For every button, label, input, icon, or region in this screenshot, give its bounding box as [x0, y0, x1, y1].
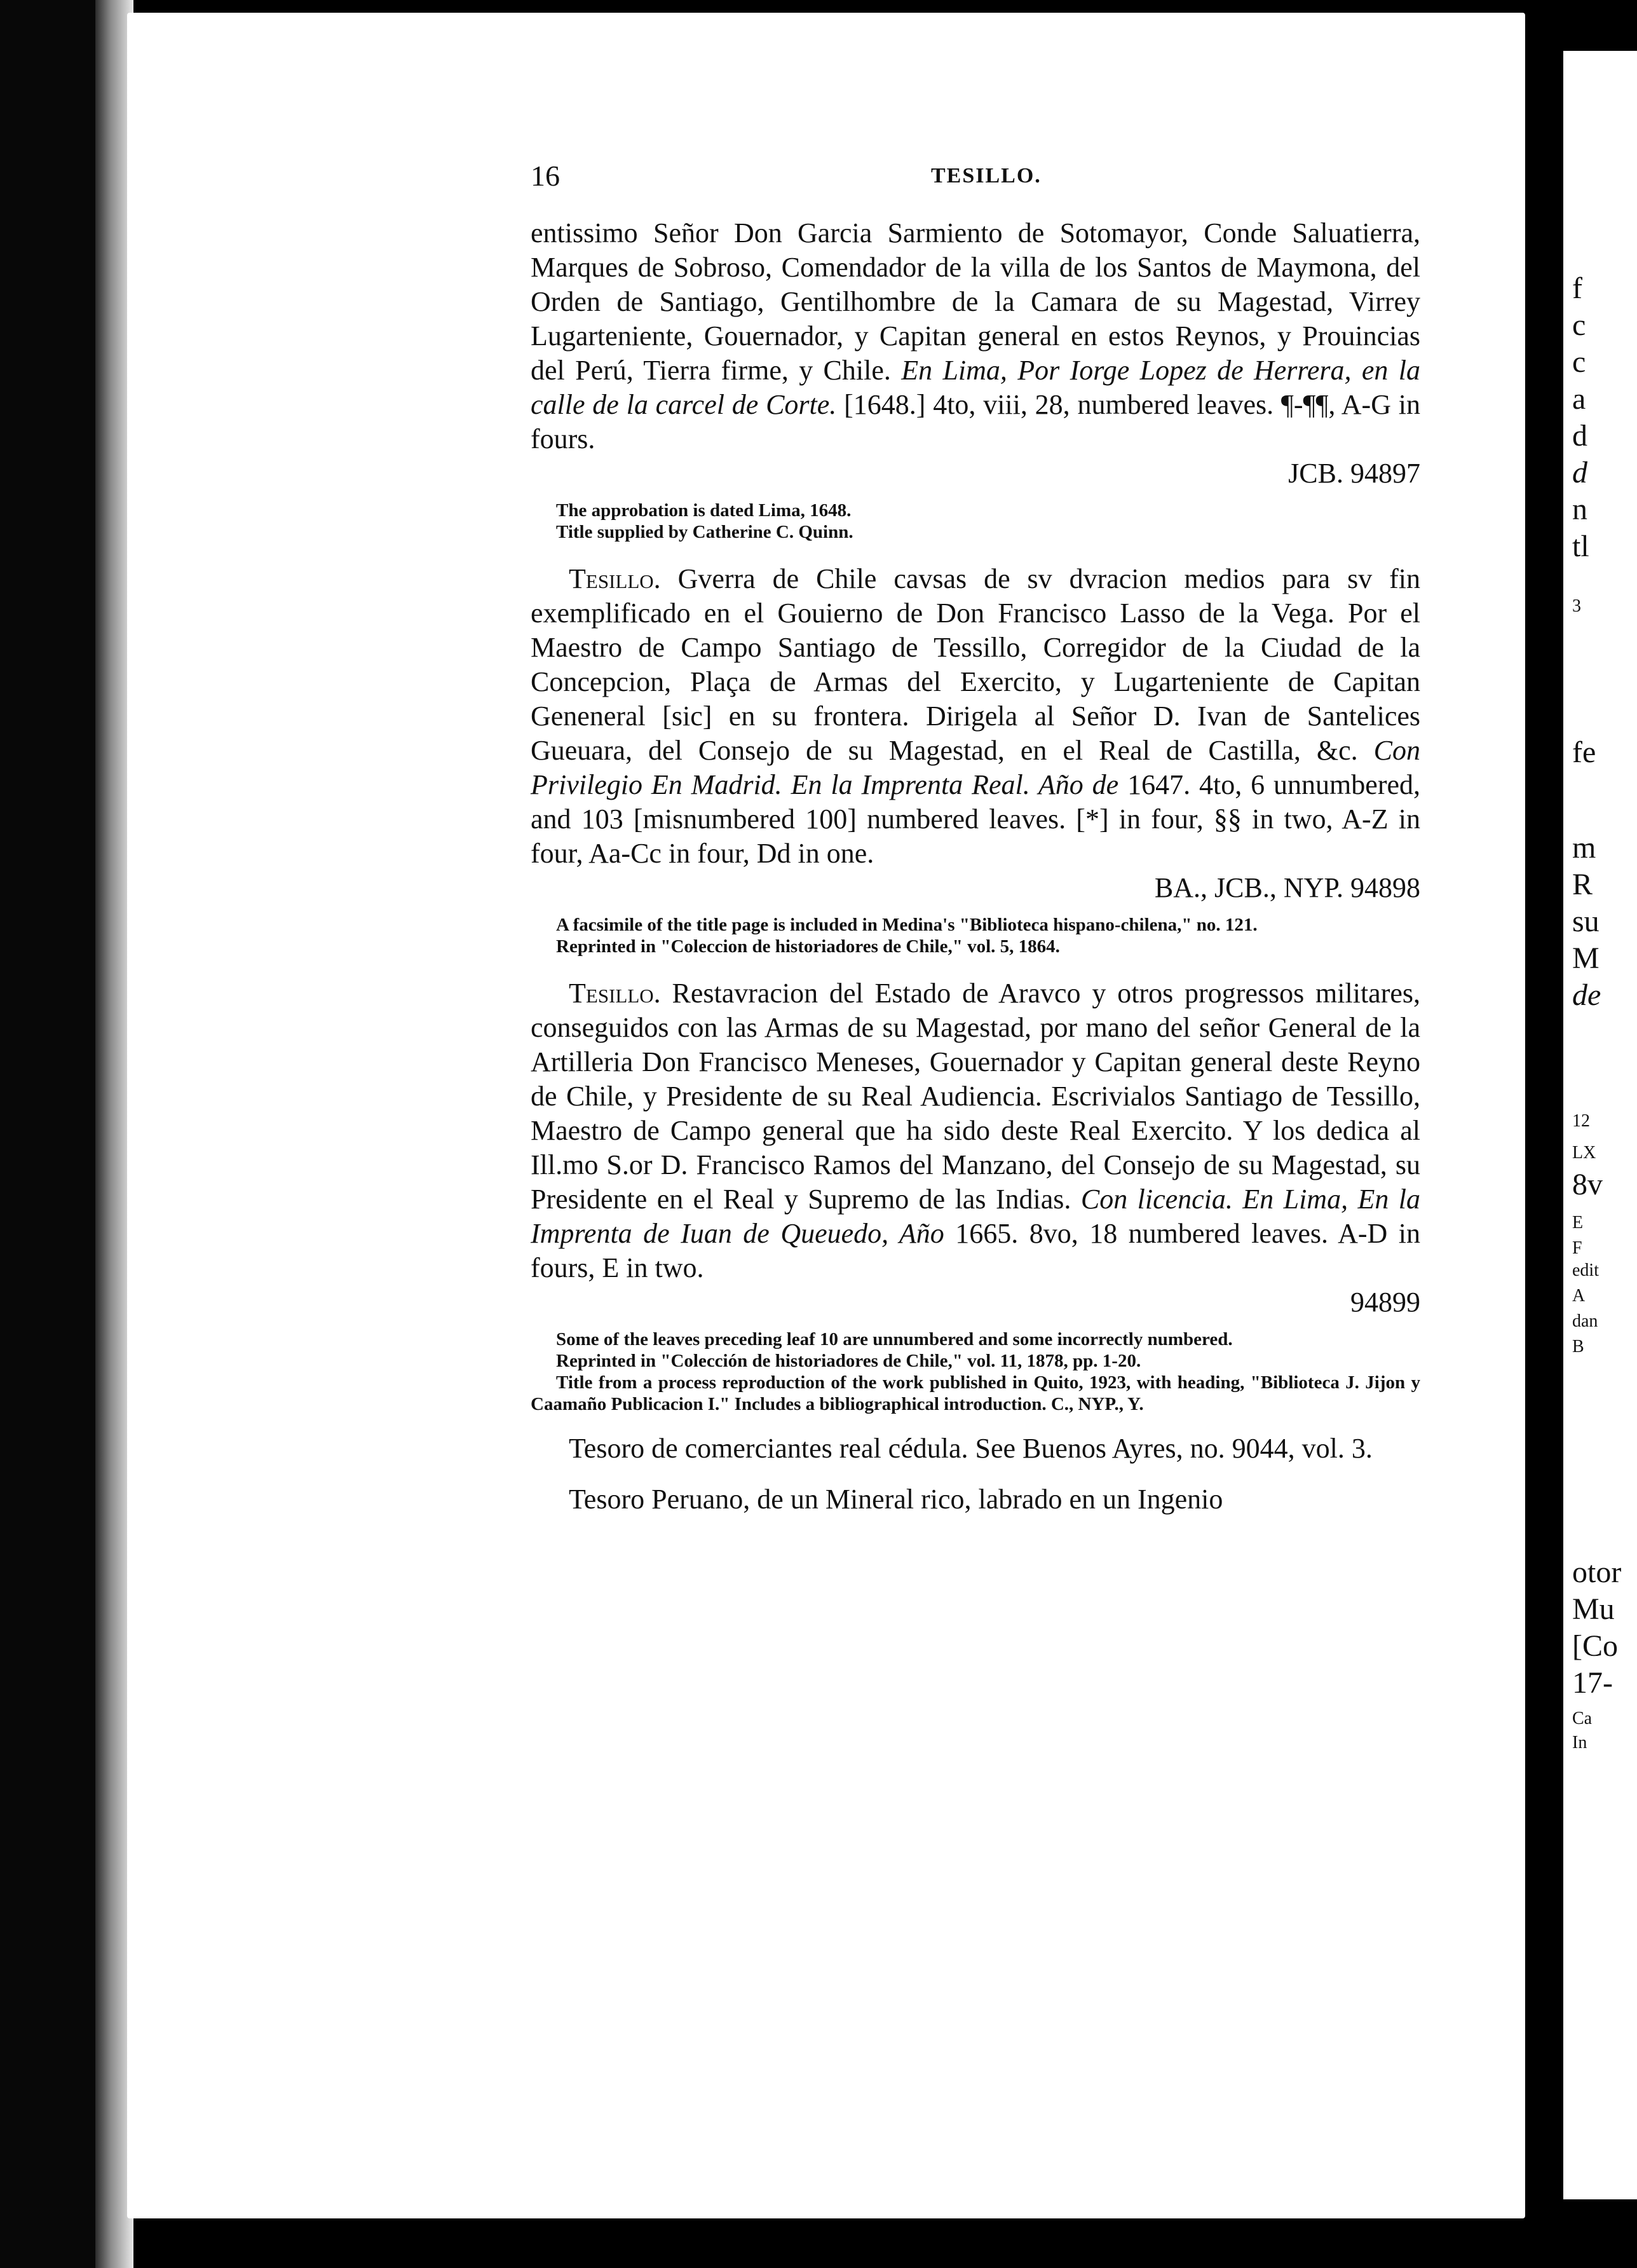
facing-page-text: A: [1572, 1286, 1586, 1306]
facing-page-text: c: [1572, 345, 1586, 379]
cross-reference-see: See: [975, 1433, 1016, 1464]
entry-note: A facsimile of the title page is included in Medina's "Biblioteca hispano-chilena," no. 121.: [556, 915, 1258, 935]
entry-number: 94897: [1350, 458, 1420, 489]
facing-page-text: f: [1572, 271, 1582, 305]
cross-reference-text: Tesoro de comerciantes real cédula.: [569, 1433, 968, 1464]
facing-page-text: 3: [1572, 596, 1581, 616]
entry-94897: [531, 216, 1420, 543]
facing-page-text: de: [1572, 978, 1601, 1012]
facing-page-text: E: [1572, 1213, 1584, 1233]
entry-sources: JCB.: [1288, 458, 1343, 489]
facing-page-text: Ca: [1572, 1709, 1593, 1728]
page-gutter: [1525, 0, 1563, 2268]
entry-title-continuation: entissimo Señor Don Garcia Sarmiento de Sotomayor, Conde Saluatierra, Marques de Sobroso, Comendador de la villa de los Santos de Maymona, del Orden de Santiago, Gentilhombre de la Camara de su Magestad, Virrey Lugarteniente, Gouernador, y Capitan general en estos Reynos, y Prouincias del Perú, Tierra firme, y Chile.: [531, 217, 1420, 386]
running-head: [531, 159, 1420, 210]
facing-page-text: tl: [1572, 529, 1589, 563]
entry-note: Title supplied by Catherine C. Quinn.: [556, 522, 853, 542]
facing-page-text: Mu: [1572, 1592, 1615, 1626]
entry-heading: Tesillo.: [569, 978, 661, 1009]
facing-page-text: F: [1572, 1238, 1582, 1258]
entry-note: The approbation is dated Lima, 1648.: [556, 500, 852, 521]
facing-page-text: fe: [1572, 735, 1596, 769]
entry-title: Gverra de Chile cavsas de sv dvracion medios para sv fin exemplificado en el Gouierno de Don Francisco Lasso de la Vega. Por el Maestro de Campo Santiago de Tessillo, Corregidor de la Ciudad de la Concepcion, Plaça de Armas del Exercito, y Lugarteniente de Capitan Geneneral [sic] en su frontera. Dirigela al Señor D. Ivan de Santelices Gueuara, del Consejo de su Magestad, en el Real de Castilla, &c.: [531, 563, 1420, 766]
book-page: [127, 13, 1525, 2218]
facing-page-text: [Co: [1572, 1629, 1618, 1663]
entry-note: Some of the leaves preceding leaf 10 are unnumbered and some incorrectly numbered.: [556, 1329, 1233, 1349]
entry-source-line: [531, 871, 1420, 905]
facing-page-text: edit: [1572, 1260, 1599, 1280]
facing-page-text: 17-: [1572, 1666, 1613, 1700]
entry-imprint: En Lima, Por Iorge Lopez de Herrera, en la calle de la carcel de Corte.: [531, 355, 1421, 420]
entry-notes: [531, 1329, 1420, 1415]
running-head-title: TESILLO.: [931, 164, 1042, 188]
entry-note: Reprinted in "Coleccion de historiadores de Chile," vol. 5, 1864.: [556, 936, 1060, 957]
entry-number: 94899: [1350, 1287, 1420, 1318]
entry-94899: [531, 976, 1420, 1415]
page-number: 16: [531, 160, 560, 192]
facing-page-text: n: [1572, 493, 1587, 526]
facing-page-text: B: [1572, 1337, 1584, 1356]
facing-page-text: otor: [1572, 1555, 1622, 1589]
entry-text: [531, 216, 1420, 456]
entry-collation: 1647. 4to, 6 unnumbered, and 103 [misnumbered 100] numbered leaves. [*] in four, §§ in two, A-Z in four, Aa-Cc in four, Dd in one.: [531, 769, 1420, 869]
facing-page-text: 8v: [1572, 1168, 1603, 1201]
facing-page-text: a: [1572, 382, 1586, 416]
entry-note: Title from a process reproduction of the work published in Quito, 1923, with heading, "Biblioteca J. Jijon y Caamaño Publicacion I." Includes a bibliographical introduction. C., NYP., Y.: [531, 1372, 1420, 1414]
entry-imprint: Con licencia. En Lima, En la Imprenta de Iuan de Queuedo, Año: [531, 1184, 1421, 1249]
entry-collation: [1648.] 4to, viii, 28, numbered leaves. ¶-¶¶, A-G in fours.: [531, 389, 1420, 454]
facing-page-text: dan: [1572, 1311, 1598, 1331]
entry-collation: 1665. 8vo, 18 numbered leaves. A-D in fours, E in two.: [531, 1218, 1420, 1283]
cross-reference-entry: [531, 1431, 1420, 1466]
facing-page-text: d: [1572, 456, 1587, 489]
page-content: [531, 159, 1420, 1517]
facing-page-text: c: [1572, 308, 1586, 342]
scan-left-margin: [0, 0, 95, 2268]
entry-title: Restavracion del Estado de Aravco y otros progressos militares, conseguidos con las Armas de su Magestad, por mano del señor General de la Artilleria Don Francisco Meneses, Gouernador y Capitan general deste Reyno de Chile, y Presidente de su Real Audiencia. Escrivialos Santiago de Tessillo, Maestro de Campo general que ha sido deste Real Exercito. Y los dedica al Ill.mo S.or D. Francisco Ramos del Manzano, del Consejo de su Magestad, su Presidente en el Real y Supremo de las Indias.: [531, 978, 1420, 1215]
entry-sources: BA., JCB., NYP.: [1154, 872, 1343, 903]
entry-notes: [531, 914, 1420, 957]
entry-note: Reprinted in "Colección de historiadores de Chile," vol. 11, 1878, pp. 1-20.: [556, 1351, 1141, 1371]
facing-page-text: 12: [1572, 1111, 1590, 1131]
entry-text: [531, 562, 1420, 871]
cross-reference-target: Buenos Ayres, no. 9044, vol. 3.: [1022, 1433, 1373, 1464]
facing-page-text: M: [1572, 941, 1600, 975]
facing-page-text: LX: [1572, 1143, 1596, 1163]
entry-number: 94898: [1350, 872, 1420, 903]
facing-page-text: d: [1572, 419, 1587, 453]
entry-text: [531, 976, 1420, 1285]
entry-heading: Tesillo.: [569, 563, 661, 594]
entry-source-line: [531, 456, 1420, 491]
entry-94898: [531, 562, 1420, 957]
facing-page-text: su: [1572, 905, 1600, 938]
entry-notes: [531, 500, 1420, 543]
facing-page-text: m: [1572, 831, 1596, 864]
last-entry-start: Tesoro Peruano, de un Mineral rico, labrado en un Ingenio: [569, 1484, 1223, 1515]
entry-imprint: Con Privilegio En Madrid. En la Imprenta Real. Año de: [531, 735, 1420, 800]
facing-page-fragment: [1563, 51, 1637, 2199]
facing-page-text: R: [1572, 868, 1593, 901]
facing-page-text: In: [1572, 1733, 1587, 1752]
entry-source-line: [531, 1285, 1420, 1320]
